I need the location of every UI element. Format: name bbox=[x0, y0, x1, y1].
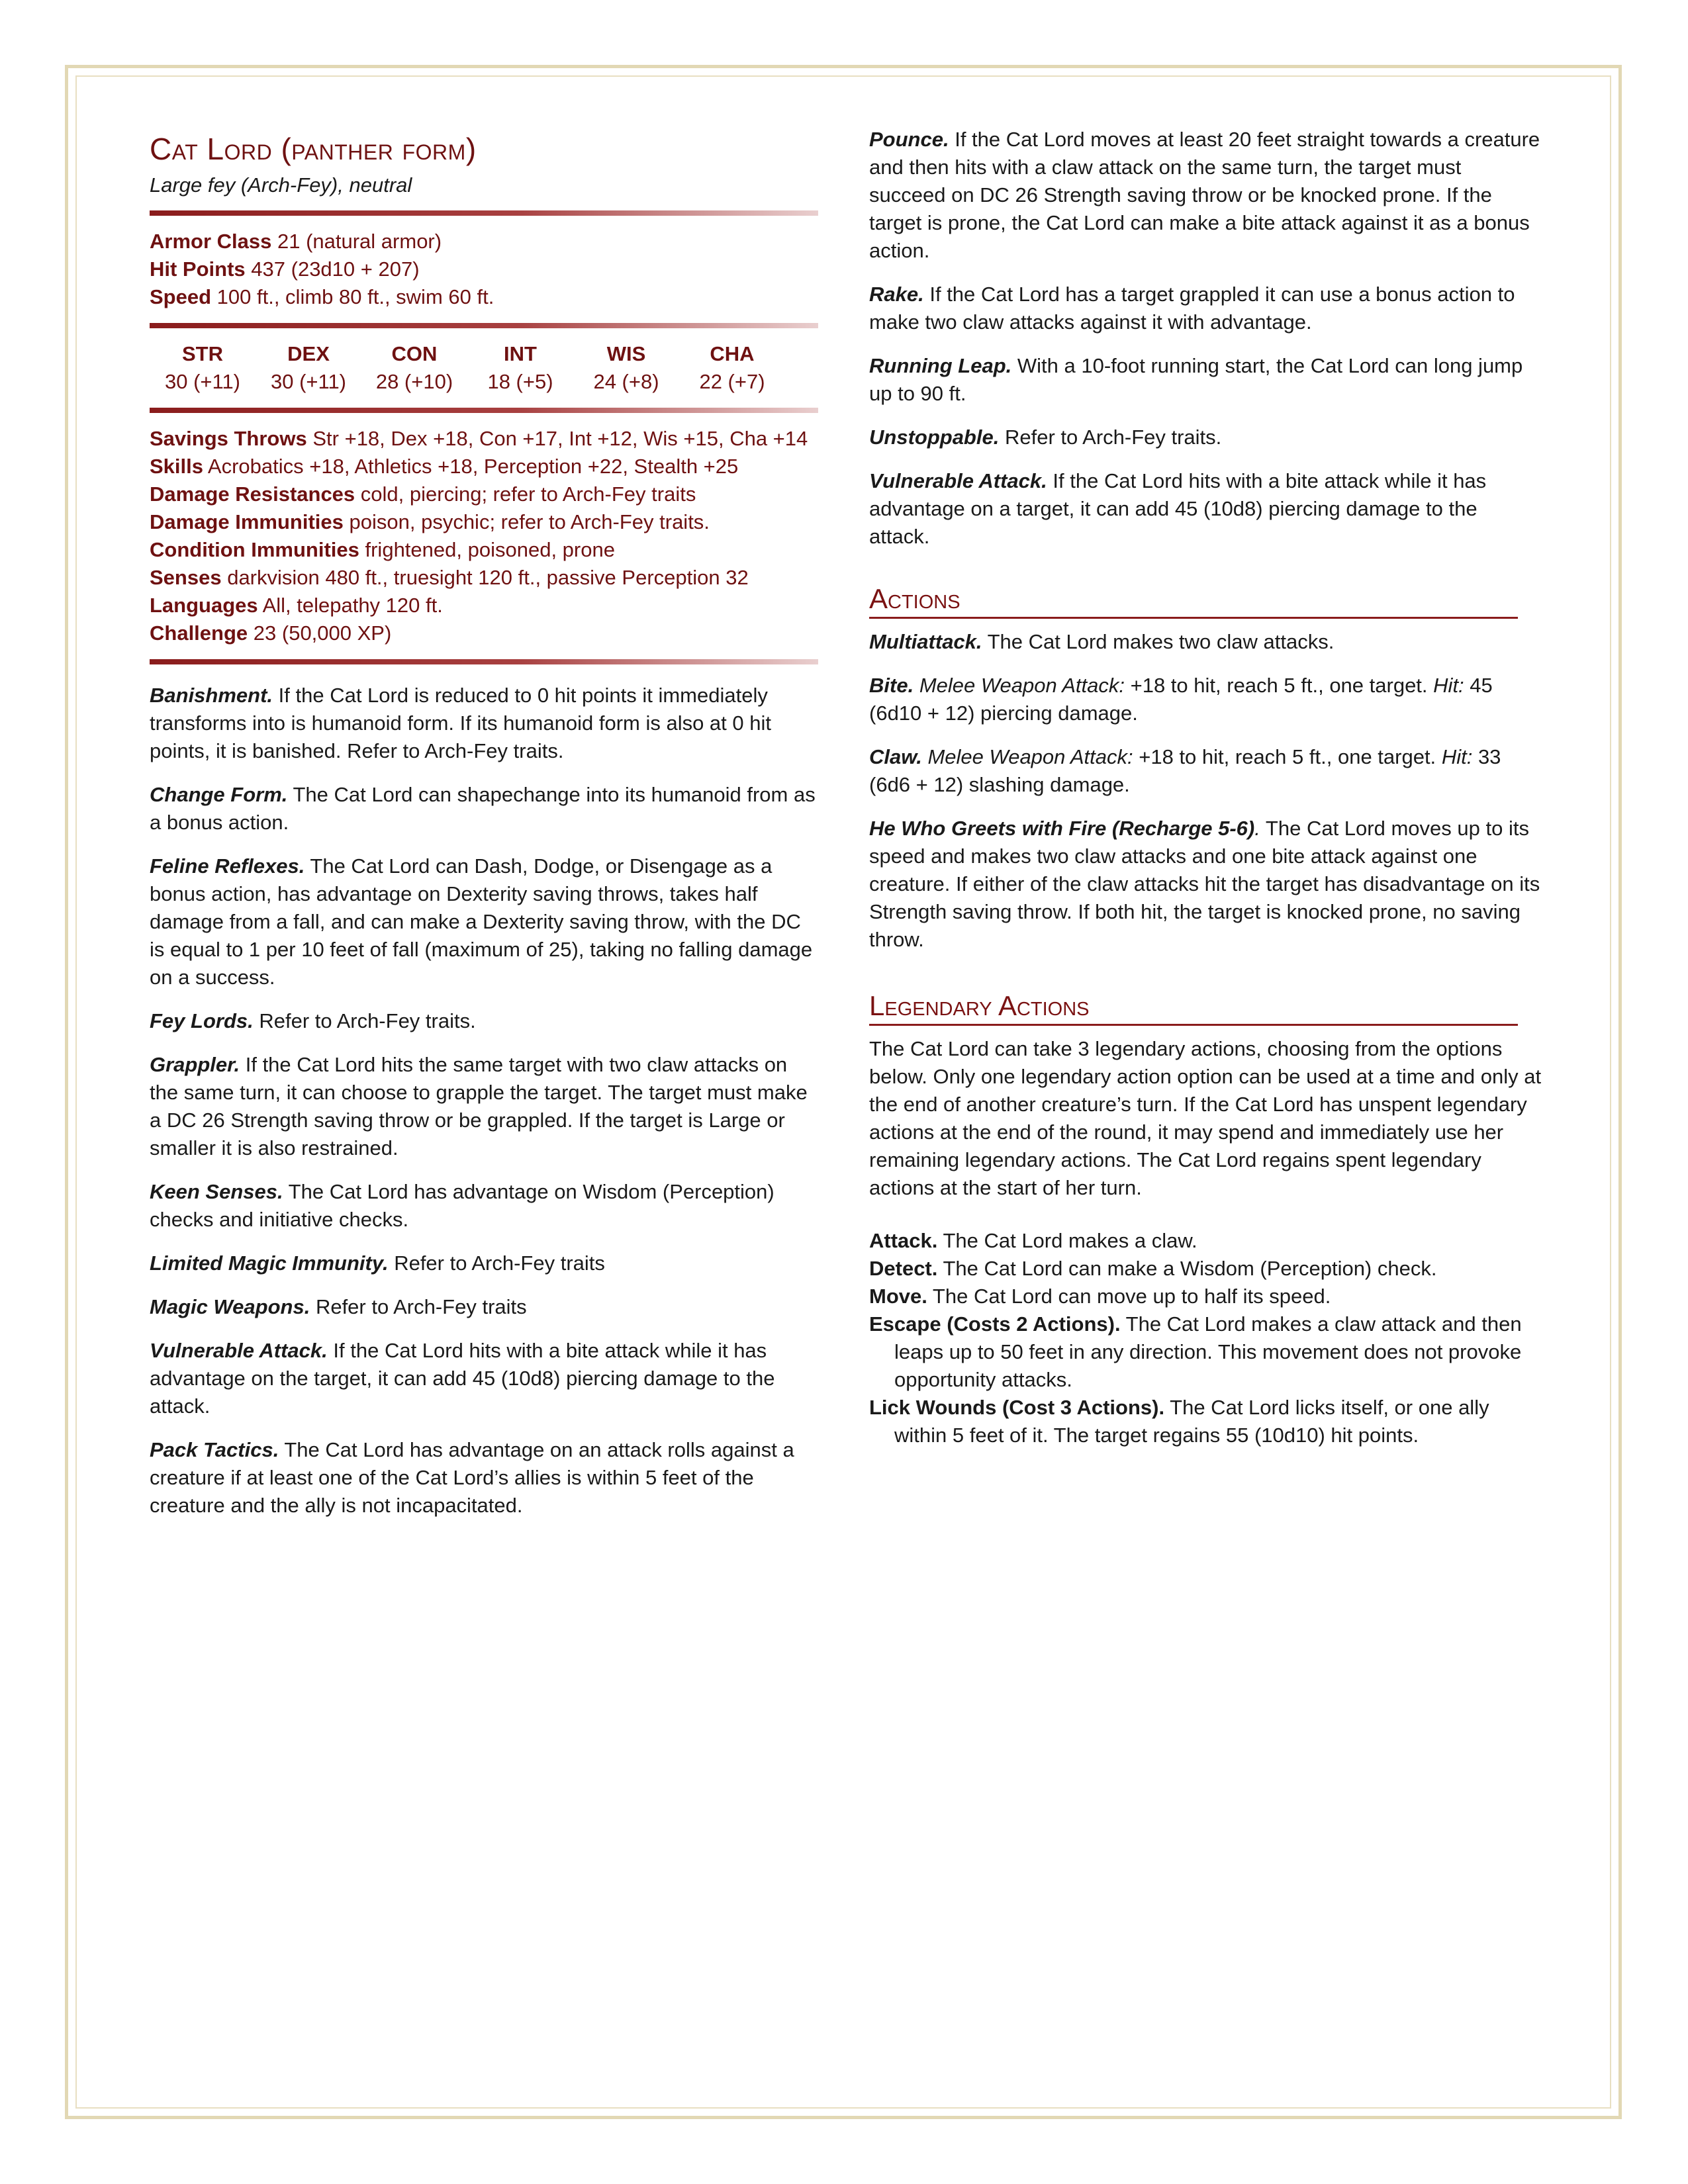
legendary-detect: Detect. The Cat Lord can make a Wisdom (Perception) check. bbox=[869, 1257, 1437, 1280]
ability-con: CON 28 (+10) bbox=[375, 342, 453, 393]
trait-vulnerable-attack-2: Vulnerable Attack. If the Cat Lord hits with a bite attack while it has advantage on a target, it can add 45 (10d8) piercing damage to the attack. bbox=[869, 469, 1487, 548]
senses: Senses darkvision 480 ft., truesight 120 ft., passive Perception 32 bbox=[150, 566, 749, 589]
damage-immunities: Damage Immunities poison, psychic; refer to Arch-Fey traits. bbox=[150, 510, 710, 533]
saving-throws: Savings Throws Str +18, Dex +18, Con +17, Int +12, Wis +15, Cha +14 bbox=[150, 427, 808, 450]
trait-pounce: Pounce. If the Cat Lord moves at least 20 feet straight towards a creature and then hits with a claw attack on the same turn, the target must succeed on DC 26 Strength saving throw or be knocked prone. If the target is prone, the Cat Lord can make a bite attack against it as a bonus action. bbox=[869, 128, 1540, 262]
ability-int: INT 18 (+5) bbox=[487, 342, 553, 393]
legendary-lick-wounds: Lick Wounds (Cost 3 Actions). The Cat Lord licks itself, or one ally within 5 feet of it. The target regains 55 (10d10) hit points. bbox=[869, 1396, 1489, 1447]
condition-immunities: Condition Immunities frightened, poisoned, prone bbox=[150, 538, 615, 561]
action-claw: Claw. Melee Weapon Attack: +18 to hit, reach 5 ft., one target. Hit: 33 (6d6 + 12) slashing damage. bbox=[869, 745, 1501, 796]
ability-dex: DEX 30 (+11) bbox=[270, 342, 347, 393]
legendary-actions-heading: Legendary Actions bbox=[869, 989, 1518, 1026]
damage-resistances: Damage Resistances cold, piercing; refer to Arch-Fey traits bbox=[150, 482, 696, 506]
challenge: Challenge 23 (50,000 XP) bbox=[150, 621, 392, 645]
legendary-escape: Escape (Costs 2 Actions). The Cat Lord makes a claw attack and then leaps up to 50 feet in any direction. This movement does not provoke opportunity attacks. bbox=[869, 1312, 1522, 1391]
trait-banishment: Banishment. If the Cat Lord is reduced to 0 hit points it immediately transforms into is humanoid form. If its humanoid form is also at 0 hit points, it is banished. Refer to Arch-Fey traits. bbox=[150, 684, 771, 762]
divider bbox=[150, 408, 818, 413]
divider bbox=[150, 210, 818, 216]
ability-scores bbox=[150, 340, 785, 396]
trait-limited-magic-immunity: Limited Magic Immunity. Refer to Arch-Fey traits bbox=[150, 1251, 605, 1275]
legendary-move: Move. The Cat Lord can move up to half its speed. bbox=[869, 1285, 1331, 1308]
languages: Languages All, telepathy 120 ft. bbox=[150, 594, 443, 617]
left-column bbox=[150, 123, 818, 1535]
ability-wis: WIS 24 (+8) bbox=[593, 342, 659, 393]
hit-points: Hit Points 437 (23d10 + 207) bbox=[150, 257, 420, 281]
ability-cha: CHA 22 (+7) bbox=[699, 342, 765, 393]
ability-str: STR 30 (+11) bbox=[164, 342, 241, 393]
trait-unstoppable: Unstoppable. Refer to Arch-Fey traits. bbox=[869, 426, 1222, 449]
statblock-subtitle: Large fey (Arch-Fey), neutral bbox=[150, 173, 412, 197]
trait-fey-lords: Fey Lords. Refer to Arch-Fey traits. bbox=[150, 1009, 476, 1032]
divider bbox=[150, 323, 818, 328]
divider bbox=[150, 659, 818, 664]
right-column bbox=[869, 126, 1543, 1449]
armor-class: Armor Class 21 (natural armor) bbox=[150, 230, 442, 253]
action-he-who-greets-with-fire: He Who Greets with Fire (Recharge 5-6). The Cat Lord moves up to its speed and makes two claw attacks and one bite attack against one creature. If either of the claw attacks hit the target has disadvantage on its Strength saving throw. If both hit, the target is knocked prone, no saving throw. bbox=[869, 817, 1540, 951]
trait-running-leap: Running Leap. With a 10-foot running start, the Cat Lord can long jump up to 90 ft. bbox=[869, 354, 1523, 405]
trait-pack-tactics: Pack Tactics. The Cat Lord has advantage on an attack rolls against a creature if at least one of the Cat Lord’s allies is within 5 feet of the creature and the ally is not incapacitated. bbox=[150, 1438, 794, 1517]
trait-keen-senses: Keen Senses. The Cat Lord has advantage on Wisdom (Perception) checks and initiative checks. bbox=[150, 1180, 774, 1231]
speed: Speed 100 ft., climb 80 ft., swim 60 ft. bbox=[150, 285, 494, 308]
action-bite: Bite. Melee Weapon Attack: +18 to hit, reach 5 ft., one target. Hit: 45 (6d10 + 12) piercing damage. bbox=[869, 674, 1493, 725]
statblock-title: Cat Lord (panther form) bbox=[150, 132, 477, 166]
trait-change-form: Change Form. The Cat Lord can shapechange into its humanoid from as a bonus action. bbox=[150, 783, 816, 834]
skills: Skills Acrobatics +18, Athletics +18, Perception +22, Stealth +25 bbox=[150, 455, 739, 478]
actions-heading: Actions bbox=[869, 582, 1518, 619]
trait-grappler: Grappler. If the Cat Lord hits the same target with two claw attacks on the same turn, it can choose to grapple the target. The target must make a DC 26 Strength saving throw or be grappled. If the target is Large or smaller it is also restrained. bbox=[150, 1053, 808, 1160]
legendary-attack: Attack. The Cat Lord makes a claw. bbox=[869, 1229, 1197, 1252]
legendary-intro: The Cat Lord can take 3 legendary actions, choosing from the options below. Only one legendary action option can be used at a time and only at the end of another creature’s turn. If the Cat Lord has unspent legendary actions at the end of the round, it may spend and immediately use her remaining legendary actions. The Cat Lord regains spent legendary actions at the start of her turn. bbox=[869, 1037, 1542, 1199]
trait-vulnerable-attack: Vulnerable Attack. If the Cat Lord hits with a bite attack while it has advantage on the target, it can add 45 (10d8) piercing damage to the attack. bbox=[150, 1339, 775, 1418]
trait-feline-reflexes: Feline Reflexes. The Cat Lord can Dash, Dodge, or Disengage as a bonus action, has advantage on Dexterity saving throws, takes half damage from a fall, and can make a Dexterity saving throw, with the DC is equal to 1 per 10 feet of fall (maximum of 25), taking no falling damage on a success. bbox=[150, 854, 813, 989]
trait-rake: Rake. If the Cat Lord has a target grappled it can use a bonus action to make two claw attacks against it with advantage. bbox=[869, 283, 1515, 334]
trait-magic-weapons: Magic Weapons. Refer to Arch-Fey traits bbox=[150, 1295, 527, 1318]
action-multiattack: Multiattack. The Cat Lord makes two claw attacks. bbox=[869, 630, 1335, 653]
